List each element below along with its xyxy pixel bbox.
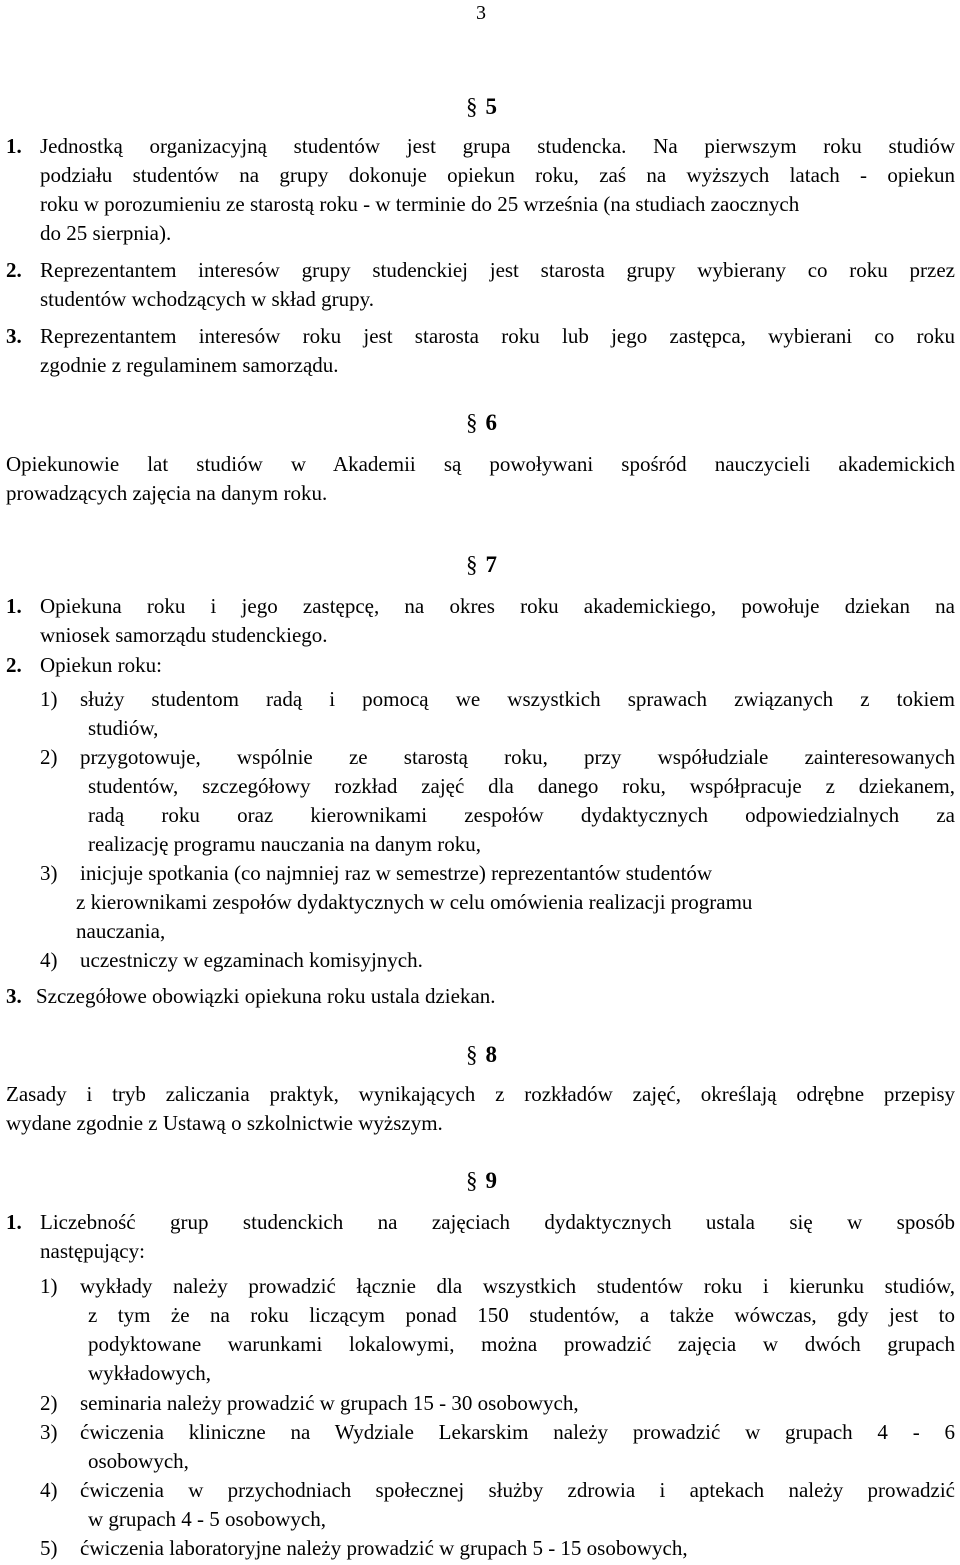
- paragraph-line: osobowych,: [88, 1449, 189, 1473]
- paragraph-line: ćwiczenia laboratoryjne należy prowadzić w grupach 5 - 15 osobowych,: [80, 1536, 688, 1560]
- paragraph-line: inicjuje spotkania (co najmniej raz w semestrze) reprezentantów studentów: [80, 861, 713, 885]
- paragraph-line: studiów,: [88, 716, 159, 740]
- paragraph-line: Jednostką organizacyjną studentów jest grupa studencka. Na pierwszym roku studiów: [40, 134, 955, 158]
- section-symbol: §: [466, 552, 478, 577]
- paragraph-line: Opiekunowie lat studiów w Akademii są powoływani spośród nauczycieli akademickich: [6, 452, 955, 476]
- paragraph-line: następujący:: [40, 1239, 145, 1263]
- paragraph-line: nauczania,: [76, 919, 166, 943]
- page-number: 3: [476, 2, 486, 24]
- subitem-number: 2): [40, 1391, 58, 1415]
- item-number: 1.: [6, 1210, 22, 1234]
- section-symbol: §: [466, 410, 478, 435]
- paragraph-line: seminaria należy prowadzić w grupach 15 - 30 osobowych,: [80, 1391, 579, 1415]
- item-number: 1.: [6, 594, 22, 618]
- item-number: 3.: [6, 324, 22, 348]
- section-heading-9: [466, 1166, 497, 1196]
- paragraph-line: uczestniczy w egzaminach komisyjnych.: [80, 948, 423, 972]
- subitem-number: 1): [40, 687, 58, 711]
- section-number: 8: [485, 1042, 497, 1067]
- paragraph-line: Opiekun roku:: [40, 653, 162, 677]
- paragraph-line: studentów wchodzących w skład grupy.: [40, 287, 374, 311]
- paragraph-line: wykładowych,: [88, 1361, 212, 1385]
- paragraph-line: Opiekuna roku i jego zastępcę, na okres roku akademickiego, powołuje dziekan na: [40, 594, 955, 618]
- section-number: 6: [485, 410, 497, 435]
- item-number: 3.: [6, 984, 22, 1008]
- item-number: 2.: [6, 258, 22, 282]
- paragraph-line: wniosek samorządu studenckiego.: [40, 623, 328, 647]
- subitem-number: 2): [40, 745, 58, 769]
- subitem-number: 4): [40, 948, 58, 972]
- subitem-number: 3): [40, 1420, 58, 1444]
- paragraph-line: Reprezentantem interesów roku jest starosta roku lub jego zastępca, wybierani co roku: [40, 324, 955, 348]
- section-heading-7: [466, 550, 497, 580]
- paragraph-line: podziału studentów na grupy dokonuje opiekun roku, zaś na wyższych latach - opiekun: [40, 163, 955, 187]
- paragraph-line: Liczebność grup studenckich na zajęciach dydaktycznych ustala się w sposób: [40, 1210, 955, 1234]
- paragraph-line: Zasady i tryb zaliczania praktyk, wynikających z rozkładów zajęć, określają odrębne przepisy: [6, 1082, 955, 1106]
- paragraph-line: wydane zgodnie z Ustawą o szkolnictwie wyższym.: [6, 1111, 443, 1135]
- paragraph-line: ćwiczenia kliniczne na Wydziale Lekarskim należy prowadzić w grupach 4 - 6: [80, 1420, 955, 1444]
- paragraph-line: Szczegółowe obowiązki opiekuna roku ustala dziekan.: [36, 984, 496, 1008]
- section-number: 5: [485, 94, 497, 119]
- subitem-number: 4): [40, 1478, 58, 1502]
- section-heading-6: [466, 408, 497, 438]
- paragraph-line: realizację programu nauczania na danym roku,: [88, 832, 481, 856]
- subitem-number: 1): [40, 1274, 58, 1298]
- paragraph-line: zgodnie z regulaminem samorządu.: [40, 353, 339, 377]
- section-symbol: §: [466, 94, 478, 119]
- paragraph-line: radą roku oraz kierownikami zespołów dydaktycznych odpowiedzialnych za: [88, 803, 955, 827]
- paragraph-line: z tym że na roku liczącym ponad 150 studentów, a także wówczas, gdy jest to: [88, 1303, 955, 1327]
- paragraph-line: do 25 sierpnia).: [40, 221, 172, 245]
- paragraph-line: roku w porozumieniu ze starostą roku - w terminie do 25 września (na studiach zaocznych: [40, 192, 800, 216]
- paragraph-line: Reprezentantem interesów grupy studenckiej jest starosta grupy wybierany co roku przez: [40, 258, 955, 282]
- section-heading-8: [466, 1040, 497, 1070]
- section-symbol: §: [466, 1042, 478, 1067]
- paragraph-line: studentów, szczegółowy rozkład zajęć dla danego roku, współpracuje z dziekanem,: [88, 774, 955, 798]
- paragraph-line: z kierownikami zespołów dydaktycznych w celu omówienia realizacji programu: [76, 890, 753, 914]
- paragraph-line: przygotowuje, wspólnie ze starostą roku, przy współudziale zainteresowanych: [80, 745, 955, 769]
- paragraph-line: w grupach 4 - 5 osobowych,: [88, 1507, 326, 1531]
- item-number: 1.: [6, 134, 22, 158]
- section-number: 9: [485, 1168, 497, 1193]
- paragraph-line: służy studentom radą i pomocą we wszystkich sprawach związanych z tokiem: [80, 687, 955, 711]
- section-heading-5: [466, 92, 497, 122]
- paragraph-line: wykłady należy prowadzić łącznie dla wszystkich studentów roku i kierunku studiów,: [80, 1274, 955, 1298]
- subitem-number: 3): [40, 861, 58, 885]
- section-number: 7: [485, 552, 497, 577]
- paragraph-line: podyktowane warunkami lokalowymi, można prowadzić zajęcia w dwóch grupach: [88, 1332, 955, 1356]
- section-symbol: §: [466, 1168, 478, 1193]
- paragraph-line: ćwiczenia w przychodniach społecznej służby zdrowia i aptekach należy prowadzić: [80, 1478, 955, 1502]
- subitem-number: 5): [40, 1536, 58, 1560]
- paragraph-line: prowadzących zajęcia na danym roku.: [6, 481, 328, 505]
- item-number: 2.: [6, 653, 22, 677]
